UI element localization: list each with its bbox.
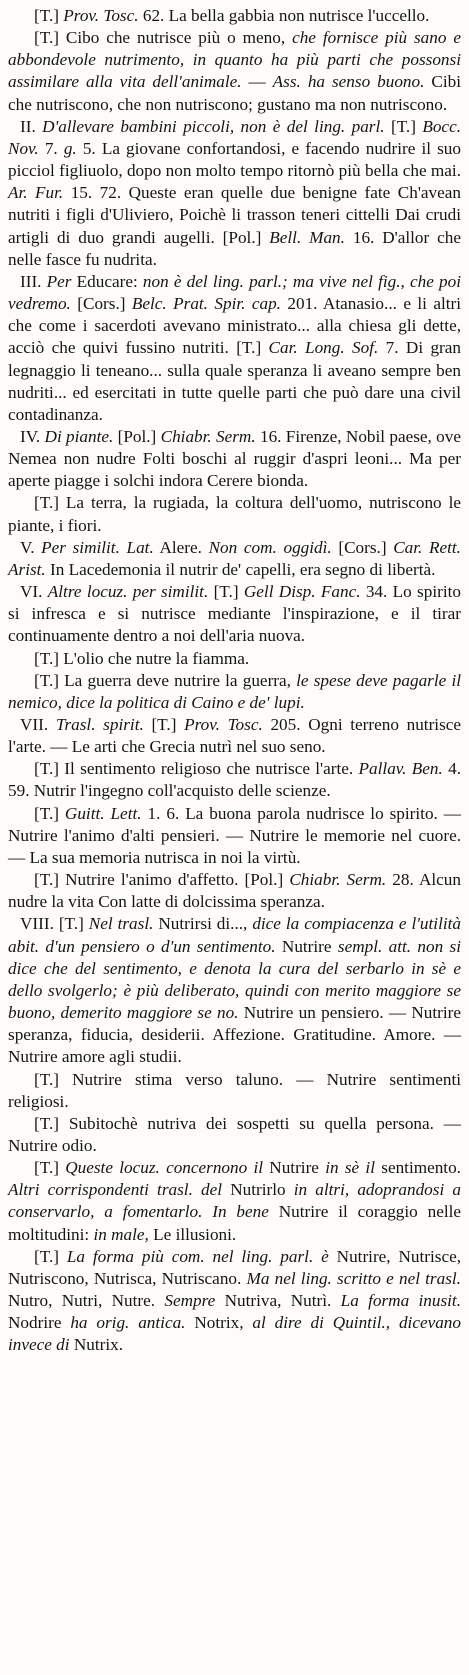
text-run: 7.: [38, 138, 64, 158]
text-run: [T.] La terra, la rugiada, la coltura dell'uomo, nutriscono le piante, i fiori.: [8, 493, 461, 535]
text-run: Educare:: [71, 271, 143, 291]
italic-text: Ass. ha senso buono.: [272, 72, 425, 92]
text-run: VI.: [20, 582, 48, 602]
entry-paragraph: [8, 426, 461, 492]
italic-text: Car. Long. Sof.: [268, 338, 379, 358]
italic-text: Prov. Tosc.: [184, 715, 263, 734]
italic-text: La forma inusit.: [340, 1291, 461, 1311]
text-run: V.: [20, 537, 42, 557]
text-run: 7. Di gran legnaggio li teneano... sulla quale speranza li aveano sempre ben nudriti... ed esercitati in tutte quelle parti che può dare una civil contadinanza.: [8, 338, 461, 424]
italic-text: al dire di Quintil., dicevano invece di: [8, 1313, 461, 1355]
text-run: [Cors.]: [331, 537, 394, 557]
italic-text: che fornisce più sano e abbondevole nutrimento, in quanto ha più parti che possonsi assimilare alla vita dell'animale.: [8, 28, 461, 92]
entry-paragraph: [8, 670, 461, 714]
text-run: [T.]: [34, 1246, 67, 1266]
text-run: Nodrire: [8, 1313, 71, 1333]
text-run: [T.] Nutrire l'animo d'affetto. [Pol.]: [34, 870, 290, 890]
italic-text: Per: [46, 271, 72, 291]
italic-text: dice la compiacenza e l'utilità abit. d'un pensiero o d'un sentimento.: [8, 914, 462, 956]
italic-text: in sè il: [325, 1158, 375, 1178]
italic-text: Guitt. Lett.: [64, 803, 142, 823]
text-run: Nutrire, Nutrisce, Nutriscono, Nutrisca, Nutriscano.: [8, 1246, 462, 1288]
text-run: [T.] Cibo che nutrisce più o meno,: [34, 28, 293, 48]
text-run: IV.: [20, 426, 45, 446]
italic-text: in altri, adoprandosi a conservarlo, a fomentarlo. In bene: [8, 1180, 461, 1222]
entry-paragraph: [8, 1113, 461, 1157]
italic-text: Chiabr. Serm.: [160, 426, 256, 446]
text-run: [T.]: [34, 6, 64, 25]
italic-text: Bocc. Nov.: [8, 116, 461, 158]
text-run: [Cors.]: [70, 294, 132, 314]
italic-text: D'allevare bambini piccoli, non è del ling. parl.: [42, 116, 385, 136]
entry-paragraph: [8, 758, 461, 802]
text-run: [T.]: [208, 582, 244, 602]
text-run: [T.] La guerra deve nutrire la guerra,: [34, 670, 297, 690]
italic-text: ha orig. antica.: [70, 1313, 186, 1333]
text-run: 62. La bella gabbia non nutrisce l'uccello.: [138, 6, 430, 25]
text-run: VIII. [T.]: [20, 914, 89, 934]
italic-text: Di piante.: [44, 426, 114, 446]
text-run: 4. 59. Nutrir l'ingegno coll'acquisto delle scienze.: [8, 759, 462, 801]
entry-paragraph: [8, 803, 461, 869]
text-run: Nutrirlo: [222, 1180, 294, 1200]
italic-text: Car. Rett. Arist.: [8, 537, 461, 579]
text-run: 201. Atanasio... e li altri che come i sacerdoti avevano ministrato... alla chiesa gli dette, acciò che quivi fussino nutriti. [T.]: [8, 294, 461, 358]
entry-paragraph: [8, 271, 461, 426]
italic-text: Per similit. Lat.: [41, 537, 154, 557]
text-run: Nutrire: [263, 1158, 326, 1178]
italic-text: Altri corrispondenti trasl. del: [8, 1180, 223, 1200]
entry-paragraph: [8, 581, 461, 647]
text-run: [T.]: [143, 715, 185, 734]
text-run: Alere.: [153, 537, 209, 557]
italic-text: Queste locuz. concernono il: [65, 1158, 264, 1178]
text-run: III.: [20, 271, 47, 291]
italic-text: Non com. oggidì.: [208, 537, 332, 557]
entry-paragraph: [8, 1246, 461, 1357]
italic-text: Chiabr. Serm.: [289, 870, 387, 890]
text-run: 16. D'allor che nelle fasce fu nudrita.: [8, 227, 461, 269]
italic-text: Ma nel ling. scritto e nel trasl.: [246, 1268, 461, 1288]
entry-paragraph: [8, 869, 461, 913]
italic-text: Altre locuz. per similit.: [47, 582, 209, 602]
italic-text: Bell. Man.: [269, 227, 345, 247]
text-run: Nutrire: [275, 936, 338, 956]
text-run: [T.]: [384, 116, 423, 136]
text-run: sentimento.: [374, 1158, 461, 1178]
italic-text: g.: [63, 138, 77, 158]
italic-text: in male,: [93, 1224, 149, 1244]
text-run: II.: [20, 116, 43, 136]
entry-paragraph: [8, 1157, 461, 1246]
entry-paragraph: [8, 492, 461, 536]
entry-paragraph: [8, 648, 461, 670]
text-run: Cibi che nutriscono, che non nutriscono; gustano ma non nutriscono.: [8, 72, 462, 114]
italic-text: Prov. Tosc.: [63, 6, 139, 25]
text-run: 5. La giovane confortandosi, e facendo nudrire il suo picciol figliuolo, dopo non molto tempo ritornò più bella che mai.: [8, 138, 461, 181]
text-run: In Lacedemonia il nutrir de' capelli, era segno di libertà.: [45, 559, 436, 579]
italic-text: le spese deve pagarle il nemico, dice la politica di Caino e de' lupi.: [8, 670, 461, 712]
entry-paragraph: [8, 714, 461, 758]
italic-text: Gell Disp. Fanc.: [243, 582, 361, 602]
text-run: —: [241, 72, 273, 92]
text-run: [T.]: [34, 1158, 66, 1178]
entry-paragraph: [8, 116, 461, 271]
text-run: 28. Alcun nudre la vita Con latte di dolcissima speranza.: [8, 870, 461, 912]
text-run: [T.] Il sentimento religioso che nutrisce l'arte.: [34, 759, 359, 779]
italic-text: Trasl. spirit.: [55, 715, 144, 734]
text-run: 15. 72. Queste eran quelle due benigne fate Ch'avean nutriti i figli d'Uliviero, Poichè li trasson teneri cittelli Dai crudi artigli di duo grandi augelli. [Pol.]: [8, 183, 461, 247]
text-run: Nutriva, Nutrì.: [215, 1291, 341, 1311]
text-run: Nutrix.: [69, 1335, 124, 1355]
text-run: Nutrire il coraggio nelle moltitudini:: [8, 1202, 462, 1244]
italic-text: Nel trasl.: [88, 914, 154, 934]
text-run: [T.] Subitochè nutriva dei sospetti su quella persona. — Nutrire odio.: [8, 1113, 461, 1155]
text-run: VII.: [20, 715, 56, 734]
text-run: Nutrirsi di...,: [153, 914, 253, 934]
italic-text: Belc. Prat. Spir. cap.: [131, 294, 281, 314]
entry-paragraph: [8, 27, 461, 116]
italic-text: Sempre: [164, 1291, 216, 1311]
text-run: Le illusioni.: [148, 1224, 237, 1244]
entry-paragraph: [8, 5, 461, 27]
text-run: 205. Ogni terreno nutrisce l'arte. — Le arti che Grecia nutrì nel suo seno.: [8, 715, 462, 757]
text-run: [T.]: [34, 803, 65, 823]
text-run: Notrix,: [185, 1313, 253, 1333]
text-run: [T.] Nutrire stima verso taluno. — Nutrire sentimenti religiosi.: [8, 1069, 461, 1111]
text-run: [T.] L'olio che nutre la fiamma.: [34, 648, 250, 668]
entry-paragraph: [8, 537, 461, 581]
text-run: 34. Lo spirito si infresca e si nutrisce mediante l'inspirazione, e il tirar continuamente dentro a noi dell'aria nuova.: [8, 582, 461, 646]
text-run: 16. Firenze, Nobil paese, ove Nemea non nudre Folti boschi al ruggir d'aspri leoni... Ma per aperte piagge i solchi indora Cerere bionda.: [8, 426, 461, 491]
text-run: 1. 6. La buona parola nudrisce lo spirito. — Nutrire l'animo d'alti pensieri. — Nutrire le memorie nel cuore. — La sua memoria nutrisca in noi la virtù.: [8, 803, 461, 867]
entry-paragraph: [8, 913, 461, 1068]
text-run: [Pol.]: [113, 426, 161, 446]
italic-text: Ar. Fur.: [8, 183, 64, 203]
text-run: Nutro, Nutri, Nutre.: [8, 1291, 165, 1311]
italic-text: non è del ling. parl.; ma vive nel fig., che poi vedremo.: [8, 271, 462, 314]
entry-paragraph: [8, 1069, 461, 1113]
italic-text: La forma più com. nel ling. parl. è: [66, 1246, 329, 1266]
italic-text: Pallav. Ben.: [358, 759, 443, 779]
italic-text: sempl. att. non si dice che del sentimento, e denota la cura del serbarlo in sè e dello svolgerlo; è più deliberato, quindi con merito maggiore se buono, demerito maggiore se no.: [8, 936, 461, 1023]
text-run: Nutrire un pensiero. — Nutrire speranza, fiducia, desiderii. Affezione. Gratitudine. Amore. — Nutrire amore agli studii.: [8, 1003, 461, 1067]
